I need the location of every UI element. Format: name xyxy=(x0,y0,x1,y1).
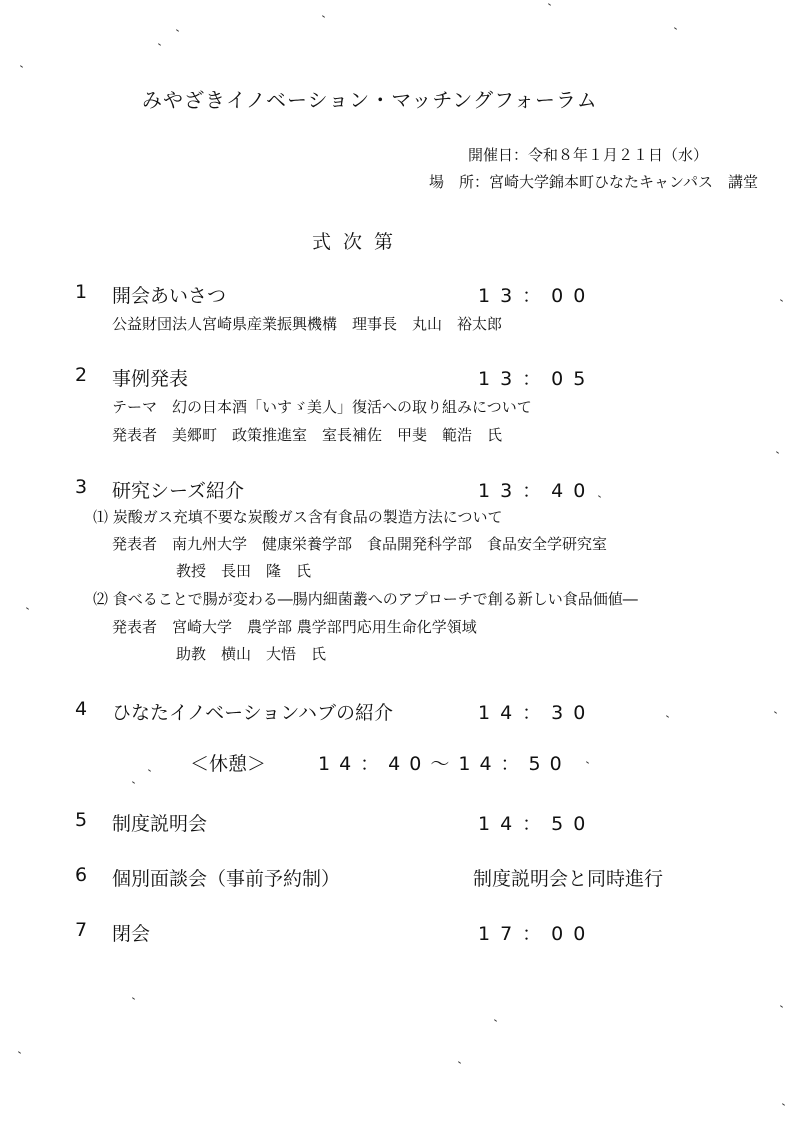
item-detail: テーマ 幻の日本酒「いすゞ美人」復活への取り組みについて xyxy=(112,398,532,416)
item-time: 17：00 xyxy=(478,923,596,945)
item-detail: 発表者 宮崎大学 農学部 農学部門応用生命化学領域 xyxy=(112,618,477,636)
item-detail: ⑴ 炭酸ガス充填不要な炭酸ガス含有食品の製造方法について xyxy=(93,508,503,526)
event-date: 開催日：令和８年１月２１日（水） xyxy=(467,146,708,164)
item-detail: 発表者 南九州大学 健康栄養学部 食品開発科学部 食品安全学研究室 xyxy=(112,535,608,553)
item-title: ひなたイノベーションハブの紹介 xyxy=(112,702,394,724)
item-number: 3 xyxy=(75,476,88,498)
item-number: 7 xyxy=(75,919,88,941)
item-number: 1 xyxy=(75,281,88,303)
item-time: 制度説明会と同時進行 xyxy=(473,868,664,890)
event-venue: 場 所：宮崎大学錦本町ひなたキャンパス 講堂 xyxy=(429,173,758,191)
program-heading: 式次第 xyxy=(312,231,406,253)
item-detail: 教授 長田 隆 氏 xyxy=(176,562,312,580)
item-detail: ⑵ 食べることで腸が変わる―腸内細菌叢へのアプローチで創る新しい食品価値― xyxy=(93,590,638,608)
break-label: ＜休憩＞ xyxy=(190,753,267,775)
item-time: 14：30 xyxy=(478,702,596,724)
item-time: 14：50 xyxy=(478,813,596,835)
item-title: 制度説明会 xyxy=(112,813,208,835)
item-number: 4 xyxy=(75,698,88,720)
break-time: 14：40～14：50 xyxy=(318,753,571,775)
item-title: 事例発表 xyxy=(112,368,189,390)
item-detail: 発表者 美郷町 政策推進室 室長補佐 甲斐 範浩 氏 xyxy=(112,426,503,444)
item-title: 研究シーズ紹介 xyxy=(112,480,245,502)
item-title: 個別面談会（事前予約制） xyxy=(112,868,341,890)
item-detail: 公益財団法人宮崎県産業振興機構 理事長 丸山 裕太郎 xyxy=(112,315,503,333)
item-time: 13：05 xyxy=(478,368,596,390)
item-title: 開会あいさつ xyxy=(112,285,227,307)
item-number: 2 xyxy=(75,364,88,386)
item-detail: 助教 横山 大悟 氏 xyxy=(176,645,327,663)
item-title: 閉会 xyxy=(112,923,151,945)
item-number: 5 xyxy=(75,809,88,831)
page-title: みやざきイノベーション・マッチングフォーラム xyxy=(142,88,598,112)
item-time: 13：40 xyxy=(478,480,596,502)
item-number: 6 xyxy=(75,864,88,886)
item-time: 13：00 xyxy=(478,285,596,307)
